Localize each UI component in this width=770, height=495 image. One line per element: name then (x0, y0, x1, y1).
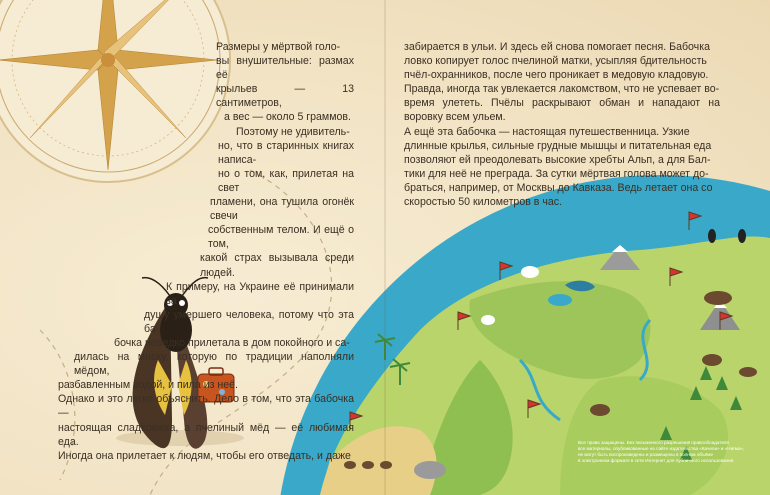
text-line: дилась на миску, которую по традиции наполняли мёдом, (74, 351, 354, 378)
text-line: пламени, она тушила огонёк свечи (210, 196, 354, 223)
text-line: А ещё эта бабочка — настоящая путешественница. Узкие (404, 125, 690, 138)
text-line: ловко копирует голос пчелиной матки, усыпляя бдительность (404, 55, 707, 68)
copyright-line: Все права защищены. Без письменного разрешения правообладателя (578, 440, 729, 445)
text-line: вы внушительные: размах её (216, 55, 354, 82)
text-line: настоящая сладкоежка, а пчелиный мёд — её любимая еда. (58, 421, 354, 448)
book-gutter (384, 0, 386, 495)
text-line: тики для неё не преграда. За сутки мёртвая голова может до- (404, 167, 709, 180)
text-line: время улететь. Пчёлы раскрывают обман и нападают на воровку всем ульем. (404, 97, 720, 124)
text-line: Однако и это легко объяснить. Дело в том, что эта бабочка — (58, 393, 354, 420)
left-page-text (58, 40, 354, 463)
text-line: Правда, иногда так увлекается лакомством, что не успевает во- (404, 83, 720, 96)
copyright-notice (578, 440, 768, 464)
text-line: но о том, как, прилетая на свет (218, 167, 354, 194)
text-line: собственным телом. И ещё о том, (208, 224, 354, 251)
text-line: какой страх вызывала среди людей. (200, 252, 354, 279)
text-line: бочка нередко прилетала в дом покойного и са- (114, 336, 350, 349)
text-line: разбавленным водой, и пила из неё. (58, 379, 238, 392)
text-line: позволяют ей преодолевать высокие хребты Альп, а для Бал- (404, 153, 711, 166)
text-line: Размеры у мёртвой голо- (216, 41, 341, 53)
copyright-line: в электронном формате в сети Интернет для публичного использования. (578, 458, 735, 463)
text-line: Иногда она прилетает к людям, чтобы его отведать, и даже (58, 449, 351, 462)
text-line: браться, например, от Москвы до Кавказа. Ведь летает она со (404, 181, 713, 194)
copyright-line: все материалы, опубликованные на сайте издательства «Качели» и «Нигма», (578, 446, 745, 451)
text-line: Поэтому не удивитель- (236, 125, 350, 138)
text-line: а вес — около 5 граммов. (224, 111, 351, 124)
text-line: крыльев — 13 сантиметров, (216, 83, 354, 110)
text-line: скоростью 50 километров в час. (404, 196, 563, 209)
text-line: но, что в старинных книгах написа- (218, 139, 354, 166)
text-line: душу умершего человека, потому что эта ба- (144, 308, 354, 335)
text-line: К примеру, на Украине её принимали за (166, 280, 354, 307)
text-line: забирается в ульи. И здесь ей снова помогает песня. Бабочка (404, 41, 710, 53)
copyright-line: не могут быть воспроизведены и размещены в полном объёме (578, 452, 713, 457)
text-line: пчёл-охранников, после чего проникает в медовую кладовую. (404, 69, 709, 82)
right-page-text (404, 40, 720, 209)
text-line: длинные крылья, сильные грудные мышцы и питательная еда (404, 139, 712, 152)
